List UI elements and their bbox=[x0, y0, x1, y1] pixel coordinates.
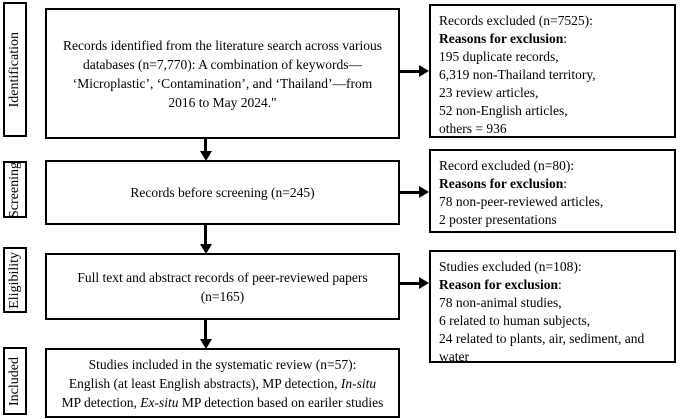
text-line bbox=[439, 102, 666, 120]
arrow-line bbox=[400, 191, 421, 194]
text-segment: MP detection, bbox=[61, 394, 141, 410]
box-excluded-identification bbox=[429, 4, 676, 138]
text-segment: water bbox=[439, 349, 469, 364]
text-segment: Reasons for exclusion bbox=[439, 176, 564, 191]
text-line bbox=[439, 211, 666, 229]
arrow-head-down-icon bbox=[200, 244, 212, 254]
text-segment: Studies excluded (n=108): bbox=[439, 259, 582, 274]
text-line bbox=[439, 294, 666, 312]
text-segment: In-situ bbox=[340, 375, 377, 391]
text-line bbox=[47, 183, 398, 202]
text-line bbox=[439, 258, 666, 276]
arrow-head-down-icon bbox=[200, 339, 212, 349]
box-excluded-eligibility bbox=[429, 250, 676, 363]
box-fulltext-records bbox=[45, 253, 400, 320]
stage-label-eligibility: Eligibility bbox=[7, 251, 22, 309]
text-segment: (n=165) bbox=[200, 288, 245, 304]
text-line bbox=[439, 157, 666, 175]
text-line bbox=[439, 330, 666, 348]
text-line bbox=[439, 30, 666, 48]
text-segment: Records excluded (n=7525): bbox=[439, 13, 593, 28]
arrow-line bbox=[204, 320, 207, 340]
box-studies-included bbox=[45, 348, 400, 418]
text-segment: 23 review articles, bbox=[439, 85, 539, 100]
text-segment: 6 related to human subjects, bbox=[439, 313, 591, 328]
stage-box-identification bbox=[3, 2, 27, 137]
arrow-line bbox=[400, 282, 421, 285]
text-line bbox=[439, 193, 666, 211]
text-line bbox=[47, 36, 398, 55]
box-records-identified bbox=[45, 8, 400, 139]
text-line bbox=[47, 268, 398, 287]
stage-box-screening bbox=[3, 161, 27, 218]
box-records-before-screening bbox=[45, 160, 400, 225]
text-segment: Reason for exclusion bbox=[439, 277, 559, 292]
text-segment: Full text and abstract records of peer-reviewed papers bbox=[77, 269, 368, 285]
text-line bbox=[47, 374, 398, 393]
text-line bbox=[439, 120, 666, 138]
text-segment: Studies included in the systematic review (n=57): bbox=[88, 356, 357, 372]
text-line bbox=[47, 93, 398, 112]
stage-box-included bbox=[3, 347, 27, 415]
text-segment: 78 non-peer-reviewed articles, bbox=[439, 194, 604, 209]
text-segment: others = 936 bbox=[439, 121, 507, 136]
text-line bbox=[47, 287, 398, 306]
arrow-line bbox=[400, 70, 421, 73]
text-line bbox=[439, 276, 666, 294]
arrow-head-right-icon bbox=[419, 186, 429, 198]
text-segment: 78 non-animal studies, bbox=[439, 295, 562, 310]
stage-label-screening: Screening bbox=[7, 161, 22, 218]
arrow-head-right-icon bbox=[419, 277, 429, 289]
text-segment: 195 duplicate records, bbox=[439, 49, 559, 64]
text-segment: English (at least English abstracts), MP detection, bbox=[68, 375, 341, 391]
text-line bbox=[47, 393, 398, 412]
text-line bbox=[439, 12, 666, 30]
stage-label-included: Included bbox=[7, 356, 22, 406]
text-line bbox=[439, 48, 666, 66]
text-line bbox=[439, 348, 666, 366]
text-segment: Records before screening (n=245) bbox=[130, 185, 315, 200]
text-segment: databases (n=7,770): A combination of keywords— bbox=[82, 56, 363, 72]
arrow-head-right-icon bbox=[419, 65, 429, 77]
text-segment: 52 non-English articles, bbox=[439, 103, 568, 118]
text-segment: 2 poster presentations bbox=[439, 212, 557, 227]
text-segment: 6,319 non-Thailand territory, bbox=[439, 67, 596, 82]
text-segment: : bbox=[563, 176, 568, 191]
text-segment: 2016 to May 2024." bbox=[168, 94, 277, 110]
arrow-head-down-icon bbox=[200, 151, 212, 161]
box-excluded-screening bbox=[429, 149, 676, 233]
text-line bbox=[439, 84, 666, 102]
stage-label-identification: Identification bbox=[7, 31, 22, 108]
text-line bbox=[47, 355, 398, 374]
text-segment: Ex-situ bbox=[140, 394, 179, 410]
text-segment: Reasons for exclusion bbox=[439, 31, 564, 46]
text-segment: : bbox=[563, 31, 568, 46]
text-line bbox=[47, 74, 398, 93]
arrow-line bbox=[204, 225, 207, 245]
text-line bbox=[439, 175, 666, 193]
stage-box-eligibility bbox=[3, 247, 27, 313]
text-segment: Records identified from the literature search across various bbox=[62, 37, 382, 53]
text-segment: ‘Microplastic’, ‘Contamination’, and ‘Thailand’—from bbox=[72, 75, 373, 91]
text-line bbox=[439, 66, 666, 84]
text-segment: : bbox=[558, 277, 562, 292]
text-segment: Record excluded (n=80): bbox=[439, 158, 575, 173]
text-line bbox=[47, 55, 398, 74]
text-segment: MP detection based on eariler studies bbox=[178, 394, 384, 410]
text-segment: 24 related to plants, air, sediment, and bbox=[439, 331, 645, 346]
text-line bbox=[439, 312, 666, 330]
